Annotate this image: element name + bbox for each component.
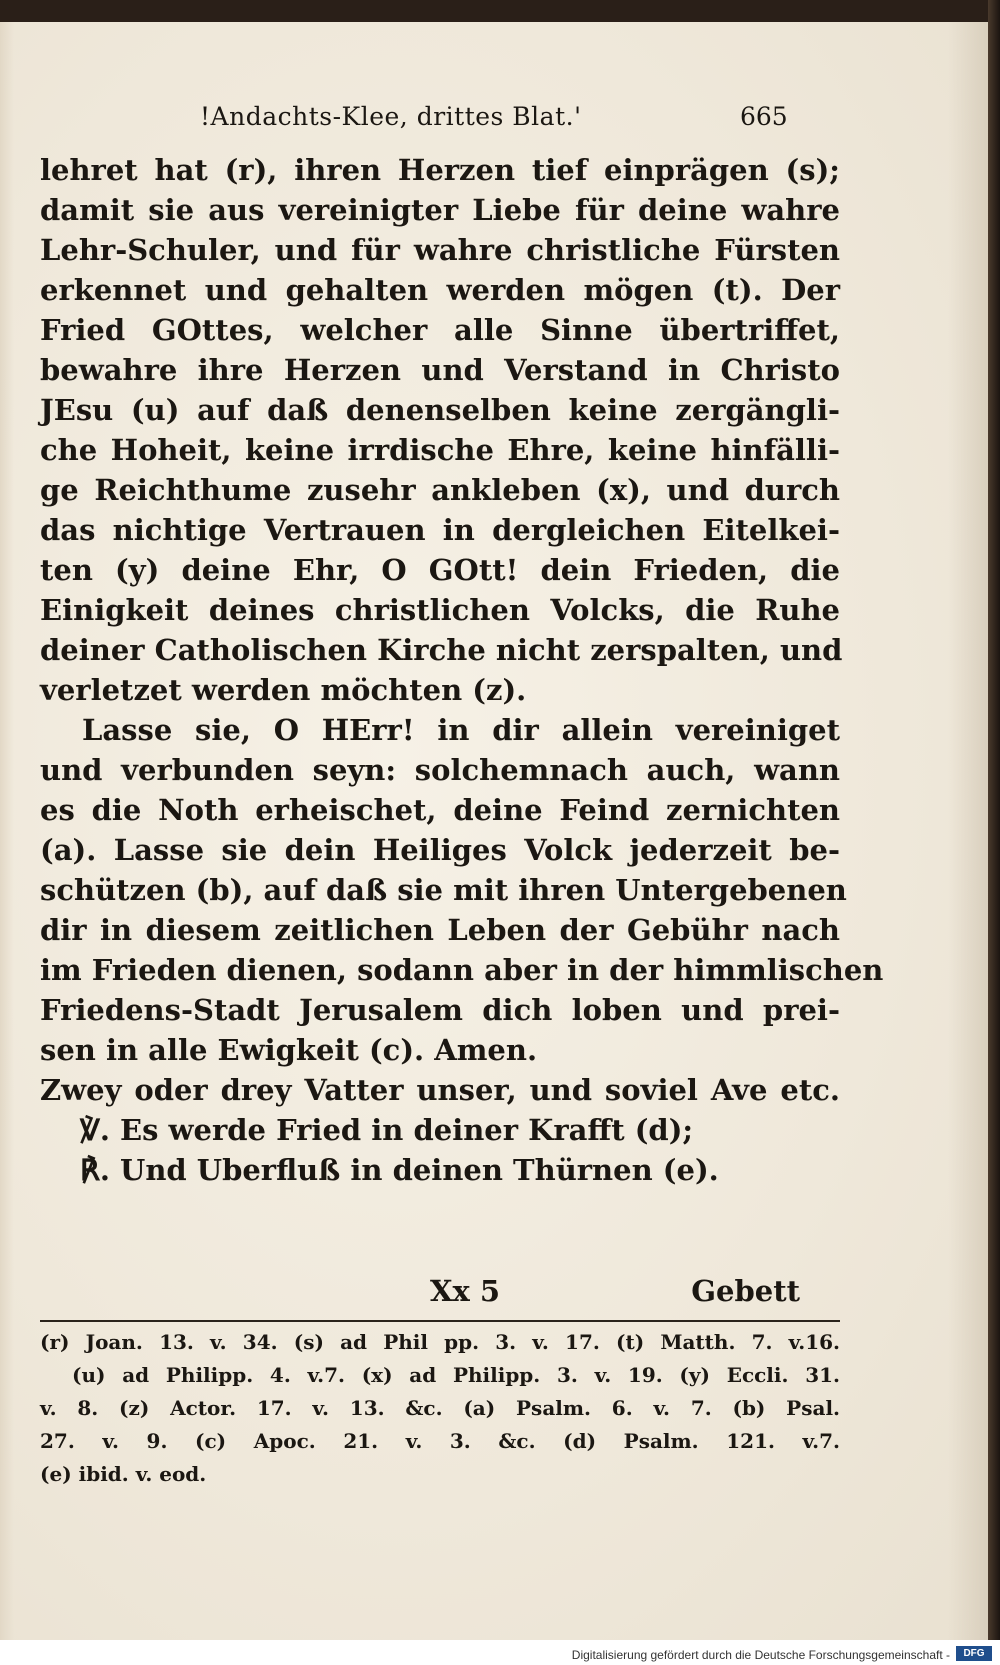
body-text [40,150,884,1190]
catchword: Gebett [691,1274,800,1308]
footnote-line: (u) ad Philipp. 4. v.7. (x) ad Philipp. 3. v. 19. (y) Eccli. 31. [72,1363,840,1387]
footnote-line: (e) ibid. v. eod. [40,1462,207,1486]
text-line: Friedens-Stadt Jerusalem dich loben und prei- [40,993,840,1027]
text-line: verletzet werden möchten (z). [40,673,527,707]
footnote-line: 27. v. 9. (c) Apoc. 21. v. 3. &c. (d) Psalm. 121. v.7. [40,1429,840,1453]
text-line: dir in diesem zeitlichen Leben der Gebühr nach [40,913,840,947]
text-line: es die Noth erheischet, deine Feind zernichten [40,793,840,827]
text-line: im Frieden dienen, sodann aber in der himmlischen [40,953,884,987]
text-line: (a). Lasse sie dein Heiliges Volck jederzeit be- [40,833,840,867]
footnote-line: v. 8. (z) Actor. 17. v. 13. &c. (a) Psalm. 6. v. 7. (b) Psal. [40,1396,840,1420]
text-line: Einigkeit deines christlichen Volcks, die Ruhe [40,593,840,627]
text-line: Lehr-Schuler, und für wahre christliche Fürsten [40,233,840,267]
text-line: JEsu (u) auf daß denenselben keine zergängli- [40,393,840,427]
footnote-rule [40,1320,840,1322]
signature-mark: Xx 5 [430,1274,501,1308]
text-line: schützen (b), auf daß sie mit ihren Untergebenen [40,873,847,907]
paragraph-start-line: Lasse sie, O HErr! in dir allein vereiniget [82,713,840,747]
versicle-line: ℣. Es werde Fried in deiner Krafft (d); [80,1113,694,1147]
rubric-line: Zwey oder drey Vatter unser, und soviel Ave etc. [40,1073,840,1107]
page-number: 665 [740,102,788,131]
text-line: das nichtige Vertrauen in dergleichen Eitelkei- [40,513,840,547]
funding-credit: Digitalisierung gefördert durch die Deutsche Forschungsgemeinschaft - [571,1648,950,1662]
text-line: ten (y) deine Ehr, O GOtt! dein Frieden, die [40,553,840,587]
response-line: ℟. Und Uberfluß in deinen Thürnen (e). [80,1153,719,1187]
text-line: lehret hat (r), ihren Herzen tief einprägen (s); [40,153,840,187]
book-page [0,22,989,1640]
book-spine [988,0,1000,1665]
text-line: und verbunden seyn: solchemnach auch, wann [40,753,840,787]
footnotes [40,1326,840,1491]
running-head: !Andachts-Klee, drittes Blat.' [200,102,582,131]
footnote-line: (r) Joan. 13. v. 34. (s) ad Phil pp. 3. v. 17. (t) Matth. 7. v.16. [40,1330,840,1354]
text-line: damit sie aus vereinigter Liebe für deine wahre [40,193,840,227]
text-line: che Hoheit, keine irrdische Ehre, keine hinfälli- [40,433,840,467]
text-line: erkennet und gehalten werden mögen (t). Der [40,273,840,307]
dfg-logo: DFG [956,1646,992,1661]
text-line: Fried GOttes, welcher alle Sinne übertriffet, [40,313,840,347]
catchline [40,1274,800,1314]
text-line: sen in alle Ewigkeit (c). Amen. [40,1033,538,1067]
text-line: deiner Catholischen Kirche nicht zerspalten, und [40,633,843,667]
text-line: ge Reichthume zusehr ankleben (x), und durch [40,473,840,507]
text-line: bewahre ihre Herzen und Verstand in Christo [40,353,840,387]
